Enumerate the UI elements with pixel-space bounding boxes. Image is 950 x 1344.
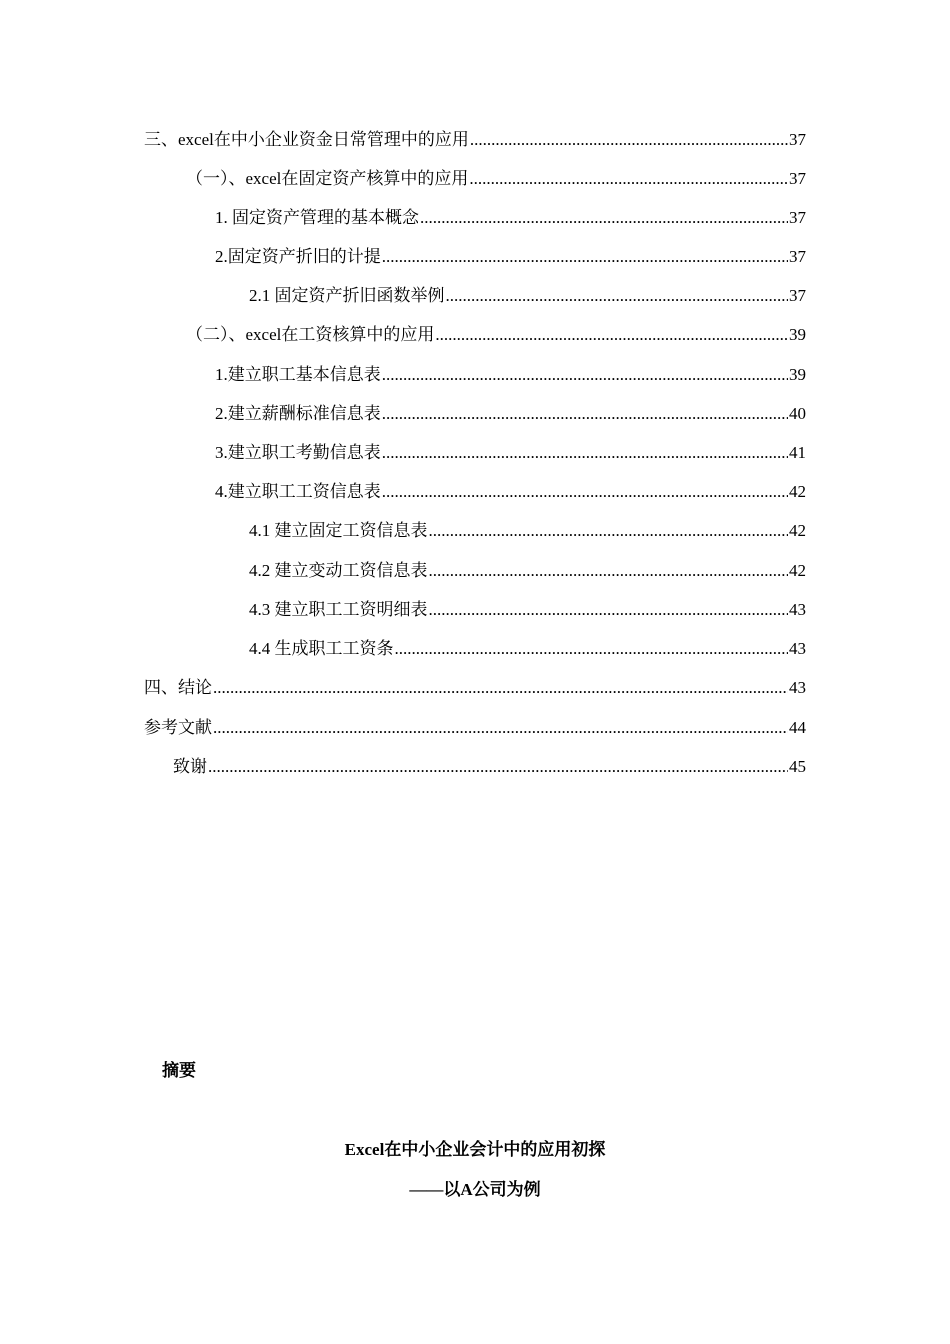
toc-entry-page: 43 <box>789 600 806 619</box>
toc-entry[interactable] <box>215 242 806 268</box>
toc-entry-label: 三、excel在中小企业资金日常管理中的应用 <box>144 130 469 149</box>
document-subtitle: ——以A公司为例 <box>409 1180 541 1199</box>
toc-leader-dots <box>435 324 788 346</box>
toc-leader-dots <box>382 364 788 386</box>
toc-entry[interactable] <box>215 360 806 386</box>
toc-entry[interactable] <box>249 595 806 621</box>
toc-entry[interactable] <box>249 516 806 542</box>
document-title: Excel在中小企业会计中的应用初探 <box>344 1140 606 1159</box>
toc-entry-label: 4.建立职工工资信息表 <box>215 482 381 501</box>
toc-leader-dots <box>469 168 788 190</box>
toc-entry-label: 2.1 固定资产折旧函数举例 <box>249 286 445 305</box>
toc-leader-dots <box>213 677 788 699</box>
toc-leader-dots <box>446 285 789 307</box>
toc-entry-label: 2.建立薪酬标准信息表 <box>215 404 381 423</box>
toc-entry-page: 37 <box>789 286 806 305</box>
toc-entry[interactable] <box>215 477 806 503</box>
toc-entry[interactable] <box>144 673 806 699</box>
toc-entry-page: 45 <box>789 757 806 776</box>
toc-entry-page: 42 <box>789 521 806 540</box>
toc-entry-page: 42 <box>789 561 806 580</box>
toc-entry-label: 致谢 <box>173 757 207 776</box>
toc-leader-dots <box>470 129 788 151</box>
toc-entry-label: 2.固定资产折旧的计提 <box>215 247 381 266</box>
toc-entry-label: （二）、excel在工资核算中的应用 <box>186 325 435 344</box>
toc-entry[interactable] <box>186 320 806 346</box>
toc-entry-page: 39 <box>789 325 806 344</box>
toc-entry[interactable] <box>215 203 806 229</box>
toc-entry-label: 四、结论 <box>144 678 212 697</box>
toc-entry-page: 37 <box>789 247 806 266</box>
toc-entry-page: 37 <box>789 208 806 227</box>
toc-entry-page: 41 <box>789 443 806 462</box>
toc-entry[interactable] <box>173 752 806 778</box>
toc-leader-dots <box>382 481 788 503</box>
toc-entry-page: 43 <box>789 639 806 658</box>
toc-entry-label: 4.3 建立职工工资明细表 <box>249 600 428 619</box>
toc-entry[interactable] <box>186 164 806 190</box>
toc-entry-page: 44 <box>789 718 806 737</box>
toc-entry[interactable] <box>144 713 806 739</box>
toc-entry-label: 4.4 生成职工工资条 <box>249 639 394 658</box>
toc-entry-page: 42 <box>789 482 806 501</box>
toc-entry-page: 39 <box>789 365 806 384</box>
toc-entry[interactable] <box>249 281 806 307</box>
toc-entry-label: 4.2 建立变动工资信息表 <box>249 561 428 580</box>
toc-entry[interactable] <box>215 438 806 464</box>
toc-entry[interactable] <box>144 125 806 151</box>
toc-entry-page: 40 <box>789 404 806 423</box>
toc-entry-label: 1.建立职工基本信息表 <box>215 365 381 384</box>
toc-entry-label: 参考文献 <box>144 718 212 737</box>
toc-entry-page: 43 <box>789 678 806 697</box>
toc-leader-dots <box>420 207 788 229</box>
toc-entry-label: 3.建立职工考勤信息表 <box>215 443 381 462</box>
toc-leader-dots <box>429 520 789 542</box>
toc-entry-page: 37 <box>789 130 806 149</box>
toc-leader-dots <box>382 403 788 425</box>
toc-leader-dots <box>213 717 788 739</box>
toc-entry[interactable] <box>249 634 806 660</box>
toc-entry-label: 4.1 建立固定工资信息表 <box>249 521 428 540</box>
toc-leader-dots <box>208 756 788 778</box>
toc-leader-dots <box>395 638 789 660</box>
abstract-heading: 摘要 <box>162 1061 196 1080</box>
toc-entry-page: 37 <box>789 169 806 188</box>
toc-leader-dots <box>429 560 789 582</box>
toc-leader-dots <box>382 246 788 268</box>
toc-entry[interactable] <box>249 556 806 582</box>
toc-leader-dots <box>429 599 789 621</box>
toc-entry-label: 1. 固定资产管理的基本概念 <box>215 208 419 227</box>
toc-entry[interactable] <box>215 399 806 425</box>
toc-leader-dots <box>382 442 788 464</box>
toc-entry-label: （一）、excel在固定资产核算中的应用 <box>186 169 469 188</box>
